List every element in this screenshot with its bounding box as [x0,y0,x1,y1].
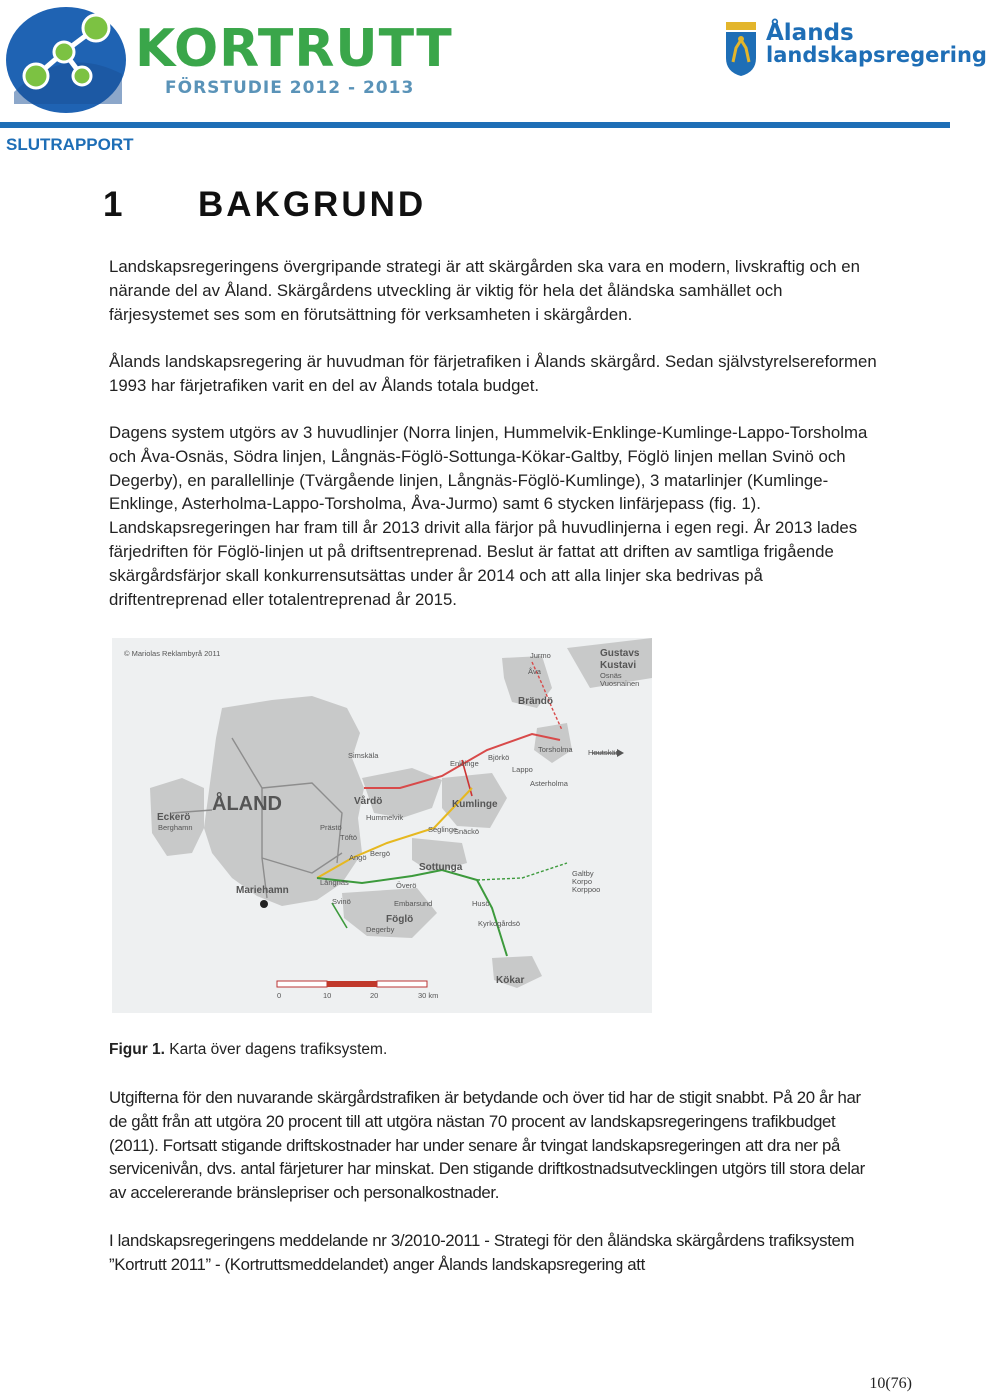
paragraph-2 [109,350,879,398]
map-figure [112,638,652,1013]
map-label-ango: Angö [349,853,367,862]
map-label-gustavs: Gustavs [600,648,640,659]
brand-name: KORTRUTT [135,19,453,79]
report-label: SLUTRAPPORT [6,135,134,154]
map-label-embarsund: Embarsund [394,899,433,908]
map-label-torsholma: Torsholma [538,745,573,754]
aland-crest-icon [722,20,760,78]
page-number: 10(76) [869,1375,912,1392]
map-label-hummelvik: Hummelvik [366,813,404,822]
map-label-huso: Husö [472,899,490,908]
map-label-degerby: Degerby [366,925,395,934]
map-label-kokar: Kökar [496,975,525,986]
map-label-kustavi: Kustavi [600,660,637,671]
map-label-prasto: Prästö [320,823,342,832]
header-rule [0,122,950,128]
paragraph-3 [109,421,879,611]
figure-caption [109,1041,387,1059]
map-label-svino: Svinö [332,897,351,906]
brand-block [135,19,453,98]
paragraph-text: Landskapsregeringens övergripande strategi är att skärgården ska vara en modern, livskraftig och en närande del av Åland. Skärgårdens utveckling är viktig för hela det åländska samhället och färjesystemet ses som en förutsättning för verksamheten i skärgården. [109,257,860,324]
page-header [0,0,987,130]
scale-tick-30: 30 km [418,991,439,1000]
paragraph-4 [109,1086,879,1205]
map-label-jurmo: Jurmo [530,651,551,660]
map-label-lappo: Lappo [512,765,533,774]
caption-text: Karta över dagens trafiksystem. [164,1041,388,1058]
chapter-title: BAKGRUND [198,185,427,224]
map-label-mariehamn: Mariehamn [236,885,289,896]
map-label-bjorko: Björkö [488,753,510,762]
brand-subtitle: FÖRSTUDIE 2012 - 2013 [165,78,415,98]
map-label-langnas: Långnäs [320,878,349,887]
paragraph-text: Utgifterna för den nuvarande skärgårdstrafiken är betydande och över tid har de stigit snabbt. På 20 år har de gått från att utgöra 20 procent till att utgöra nästan 70 procent av landskapsregeringens trafikbudget (2011). Fortsatt stigande driftskostnader har under senare år tvingat landskapsregeringen att dra ner på servicenivån, dvs. antal färjeturer har minskat. Den stigande driftkostnadsutvecklingen utgörs till stora delar av accelererande bränslepriser och personalkostnader. [109,1088,865,1203]
map-label-korpo: Korpo [572,877,593,886]
map-label-kyrkogardso: Kyrkogårdsö [478,919,521,928]
map-label-asterholma: Asterholma [530,779,568,788]
map-label-snacko: Snäckö [454,827,480,836]
map-label-kumlinge: Kumlinge [452,799,498,810]
government-logo [722,20,987,86]
map-label-sottunga: Sottunga [419,862,463,873]
map-label-foglo: Föglö [386,914,414,925]
map-label-aland: ÅLAND [212,793,282,815]
map-label-seglinge: Seglinge [428,825,458,834]
map-label-bergo: Bergö [370,849,391,858]
chapter-number: 1 [103,185,126,224]
map-label-houtskar: Houtskär [588,748,619,757]
scale-tick-20: 20 [370,991,379,1000]
map-label-overo: Överö [396,881,417,890]
mariehamn-marker [260,900,268,908]
chapter-heading [103,185,426,225]
map-label-vuosnainen: Vuosnainen [600,679,640,688]
map-label-osnas: Osnäs [600,671,622,680]
scale-tick-0: 0 [277,991,282,1000]
caption-label: Figur 1. [109,1041,165,1058]
paragraph-text: Dagens system utgörs av 3 huvudlinjer (Norra linjen, Hummelvik-Enklinge-Kumlinge-Lappo-Torsholma och Åva-Osnäs, Södra linjen, Långnäs-Föglö-Sottunga-Kökar-Galtby, Föglö linjen mellan Svinö och Degerby), en parallellinje (Tvärgående linjen, Långnäs-Föglö-Kumlinge), 3 matarlinjer (Kumlinge-Enklinge, Asterholma-Lappo-Torsholma, Åva-Jurmo) samt 6 stycken linfärjepass (fig. 1). Landskapsregeringen har fram till år 2013 drivit alla färjor på huvudlinjerna i egen regi. År 2013 lades färjedriften för Föglö-linjen ut på driftsentreprenad. Beslut är fattat att driften av samtliga frigående skärgårdsfärjor skall konkurrensutsättas under år 2014 och att alla linjer ska bedrivas på driftentreprenad eller totalentreprenad år 2015. [109,423,868,609]
archipelago-map [112,638,652,1013]
scale-tick-10: 10 [323,991,332,1000]
government-name-line2: landskapsregering [766,43,987,67]
paragraph-text: I landskapsregeringens meddelande nr 3/2010-2011 - Strategi för den åländska skärgårdens trafiksystem ”Kortrutt 2011” - (Kortruttsmeddelandet) anger Ålands landskapsregering att [109,1231,855,1274]
map-label-tofto: Töftö [340,833,358,842]
paragraph-5 [109,1229,879,1277]
map-label-enklinge: Enklinge [450,759,479,768]
paragraph-text: Ålands landskapsregering är huvudman för färjetrafiken i Ålands skärgård. Sedan självstyrelsereformen 1993 har färjetrafiken varit en del av Ålands totala budget. [109,352,877,395]
map-label-galtby: Galtby [572,869,594,878]
map-label-ava: Åva [528,667,541,676]
map-label-simskala: Simskäla [348,751,379,760]
map-label-brando: Brändö [518,696,553,707]
map-copyright: © Mariolas Reklambyrå 2011 [124,649,221,658]
map-label-vardo: Vårdö [354,796,383,807]
government-name [766,22,987,66]
map-label-korppoo: Korppoo [572,885,601,894]
government-name-line1: Ålands [766,20,854,46]
paragraph-1 [109,255,879,326]
map-label-berghamn: Berghamn [158,823,193,832]
map-label-eckero: Eckerö [157,812,191,823]
kortrutt-logo-icon [4,4,129,114]
